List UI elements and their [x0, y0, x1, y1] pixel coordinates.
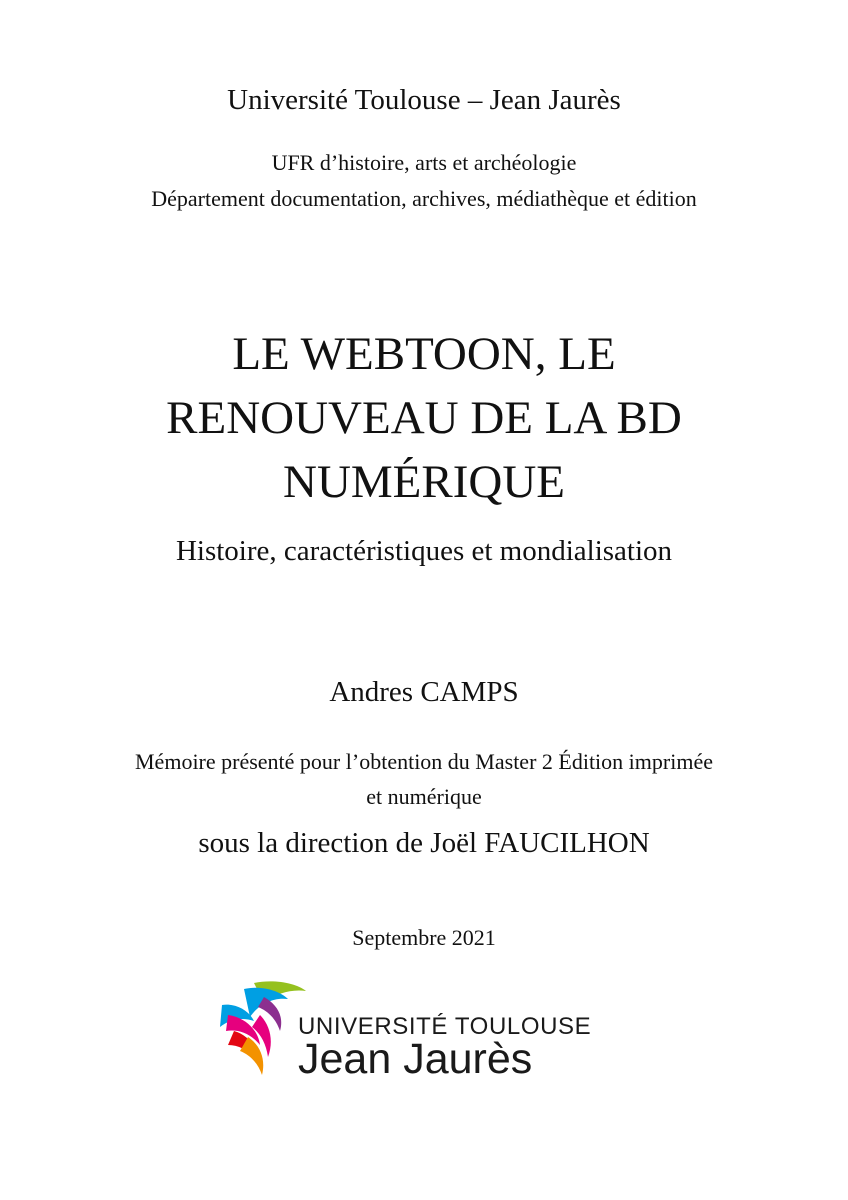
title-line-2: RENOUVEAU DE LA BD	[166, 392, 682, 444]
department-name: Département documentation, archives, médiathèque et édition	[151, 186, 697, 211]
title-line-1: LE WEBTOON, LE	[232, 328, 616, 380]
memoire-description-line-2: et numérique	[366, 784, 482, 809]
logo-text-jean-jaures: Jean Jaurès	[298, 1035, 533, 1083]
title-line-3: NUMÉRIQUE	[283, 456, 565, 508]
memoire-description-line-1: Mémoire présenté pour l’obtention du Master 2 Édition imprimée	[135, 749, 713, 774]
ufr-name: UFR d’histoire, arts et archéologie	[271, 150, 577, 175]
thesis-subtitle: Histoire, caractéristiques et mondialisation	[175, 535, 673, 567]
author-name: Andres CAMPS	[329, 676, 519, 708]
university-name: Université Toulouse – Jean Jaurès	[227, 84, 621, 116]
university-logo	[214, 975, 594, 1085]
thesis-title	[60, 322, 788, 514]
supervisor: sous la direction de Joël FAUCILHON	[198, 827, 650, 859]
logo-text-university: UNIVERSITÉ TOULOUSE	[298, 1013, 592, 1040]
submission-date: Septembre 2021	[352, 925, 496, 950]
